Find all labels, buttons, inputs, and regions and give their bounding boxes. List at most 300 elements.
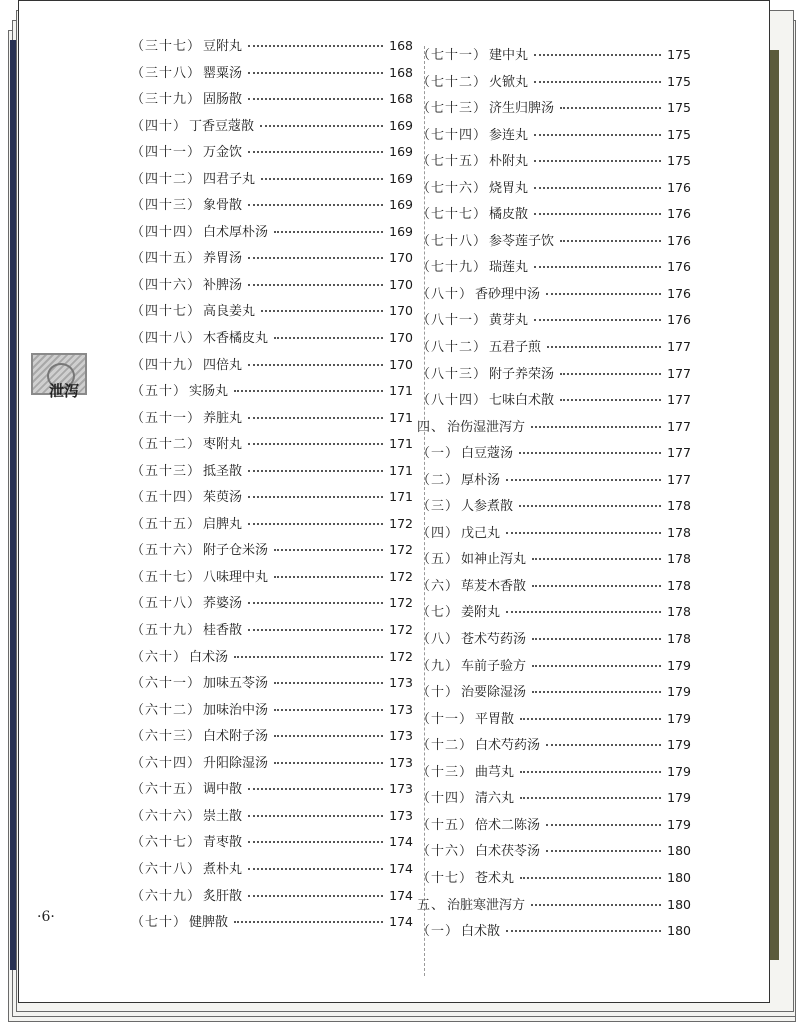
toc-entry [417, 814, 691, 841]
entry-title: 白术茯苓汤 [475, 844, 541, 860]
entry-number: （七十六） [417, 180, 488, 196]
dot-leader [519, 504, 661, 507]
entry-title: 四君子丸 [203, 171, 256, 187]
toc-entry [131, 513, 413, 540]
entry-title: 崇土散 [203, 808, 243, 824]
dot-leader [532, 664, 661, 667]
toc-entry [131, 88, 413, 115]
dot-leader [546, 292, 661, 295]
entry-number: （七十七） [417, 207, 488, 223]
entry-title: 七味白术散 [489, 393, 555, 409]
toc-entry [131, 858, 413, 885]
entry-number: （五十七） [131, 569, 202, 585]
entry-number: （八） [417, 632, 460, 648]
toc-entry [417, 230, 691, 257]
entry-page-number: 176 [667, 312, 691, 328]
entry-page-number: 176 [667, 206, 691, 222]
entry-title: 橘皮散 [489, 207, 529, 223]
entry-title: 炙肝散 [203, 888, 243, 904]
entry-page-number: 179 [667, 763, 691, 779]
entry-number: （五十三） [131, 463, 202, 479]
entry-page-number: 175 [667, 153, 691, 169]
section-side-label: 泄泻 [49, 382, 80, 400]
dot-leader [534, 80, 661, 83]
toc-entry [131, 831, 413, 858]
toc-entry [131, 725, 413, 752]
toc-entry [417, 416, 691, 443]
entry-page-number: 171 [389, 436, 413, 452]
entry-title: 曲芎丸 [475, 764, 515, 780]
page-number: ·6· [37, 909, 55, 925]
entry-title: 苍术芍药汤 [461, 632, 527, 648]
entry-number: （一） [417, 446, 460, 462]
entry-title: 参苓莲子饮 [489, 233, 555, 249]
entry-number: （十五） [417, 817, 474, 833]
toc-entry [417, 442, 691, 469]
entry-number: （三十九） [131, 92, 202, 108]
toc-entry [131, 619, 413, 646]
entry-page-number: 173 [389, 675, 413, 691]
dot-leader [274, 575, 383, 578]
toc-entry [417, 867, 691, 894]
entry-number: （七十） [131, 915, 188, 931]
toc-column-left [131, 35, 413, 938]
toc-entry [417, 708, 691, 735]
toc-entry [417, 522, 691, 549]
dot-leader [274, 708, 383, 711]
entry-number: （四十三） [131, 198, 202, 214]
entry-title: 戊己丸 [461, 525, 501, 541]
entry-number: （六十二） [131, 702, 202, 718]
entry-title: 烧胃丸 [489, 180, 529, 196]
entry-title: 建中丸 [489, 48, 529, 63]
toc-entry [131, 274, 413, 301]
entry-page-number: 176 [667, 259, 691, 275]
entry-page-number: 174 [389, 914, 413, 930]
entry-title: 四倍丸 [203, 357, 243, 373]
entry-page-number: 172 [389, 595, 413, 611]
entry-title: 荞婆汤 [203, 596, 243, 612]
entry-page-number: 171 [389, 409, 413, 425]
entry-number: （三十八） [131, 65, 202, 81]
entry-title: 煮朴丸 [203, 861, 243, 877]
entry-number: （七十五） [417, 154, 488, 170]
entry-title: 治伤湿泄泻方 [447, 419, 526, 435]
entry-number: （四十八） [131, 331, 202, 347]
entry-number: （六十） [131, 649, 188, 665]
entry-number: （六十四） [131, 755, 202, 771]
entry-number: （四十四） [131, 224, 202, 240]
entry-title: 如神止泻丸 [461, 552, 527, 568]
toc-entry [417, 761, 691, 788]
entry-title: 调中散 [203, 782, 243, 798]
toc-entry [417, 920, 691, 947]
toc-entry [131, 141, 413, 168]
entry-page-number: 169 [389, 223, 413, 239]
side-margin [19, 1, 97, 1002]
entry-title: 倍术二陈汤 [475, 817, 541, 833]
entry-page-number: 180 [667, 869, 691, 885]
entry-number: （一） [417, 924, 460, 940]
dot-leader [248, 416, 383, 419]
toc-entry [131, 407, 413, 434]
entry-number: （四十六） [131, 277, 202, 293]
toc-entry [417, 124, 691, 151]
dot-leader [248, 601, 383, 604]
entry-title: 清六丸 [475, 791, 515, 807]
entry-page-number: 171 [389, 383, 413, 399]
dot-leader [534, 212, 661, 215]
dot-leader [260, 124, 383, 127]
entry-number: （四十九） [131, 357, 202, 373]
toc-entry [417, 681, 691, 708]
toc-entry [131, 752, 413, 779]
entry-title: 养脏丸 [203, 410, 243, 426]
entry-title: 黄芽丸 [489, 313, 529, 329]
entry-number: （五十九） [131, 623, 202, 639]
entry-page-number: 180 [667, 843, 691, 859]
dot-leader [248, 840, 383, 843]
entry-title: 木香橘皮丸 [203, 331, 269, 347]
entry-title: 万金饮 [203, 145, 243, 161]
toc-entry [417, 495, 691, 522]
entry-page-number: 172 [389, 515, 413, 531]
entry-number: （八十四） [417, 393, 488, 409]
entry-number: 五、 [417, 897, 446, 913]
dot-leader [248, 44, 383, 47]
toc-entry [417, 203, 691, 230]
toc-entry [131, 354, 413, 381]
dot-leader [560, 398, 661, 401]
toc-entry [417, 840, 691, 867]
entry-title: 青枣散 [203, 835, 243, 851]
entry-page-number: 175 [667, 73, 691, 89]
entry-title: 枣附丸 [203, 437, 243, 453]
entry-title: 瑞莲丸 [489, 260, 529, 276]
entry-title: 参连丸 [489, 127, 529, 143]
entry-page-number: 175 [667, 126, 691, 142]
entry-title: 启脾丸 [203, 516, 243, 532]
entry-page-number: 173 [389, 701, 413, 717]
entry-title: 人参煮散 [461, 499, 514, 515]
entry-page-number: 179 [667, 710, 691, 726]
toc-entry [417, 575, 691, 602]
entry-page-number: 174 [389, 834, 413, 850]
entry-number: （五十） [131, 384, 188, 400]
entry-number: （二） [417, 472, 460, 488]
dot-leader [519, 451, 661, 454]
entry-number: （十二） [417, 738, 474, 754]
dot-leader [532, 584, 661, 587]
entry-title: 苍术丸 [475, 870, 515, 886]
dot-leader [506, 478, 661, 481]
dot-leader [531, 903, 661, 906]
entry-title: 升阳除湿汤 [203, 755, 269, 771]
dot-leader [506, 531, 661, 534]
toc-entry [131, 539, 413, 566]
entry-number: （三） [417, 499, 460, 515]
entry-page-number: 180 [667, 923, 691, 939]
entry-title: 罂粟汤 [203, 65, 243, 81]
dot-leader [534, 186, 661, 189]
entry-title: 补脾汤 [203, 277, 243, 293]
entry-page-number: 180 [667, 896, 691, 912]
entry-page-number: 177 [667, 445, 691, 461]
entry-number: （六十九） [131, 888, 202, 904]
dot-leader [248, 203, 383, 206]
entry-page-number: 175 [667, 47, 691, 62]
dot-leader [546, 823, 661, 826]
dot-leader [560, 239, 661, 242]
dot-leader [534, 265, 661, 268]
toc-entry [417, 363, 691, 390]
entry-number: 四、 [417, 419, 446, 435]
dot-leader [248, 150, 383, 153]
entry-number: （六十三） [131, 729, 202, 745]
dot-leader [534, 53, 661, 56]
dot-leader [520, 717, 661, 720]
entry-number: （七十四） [417, 127, 488, 143]
toc-entry [131, 62, 413, 89]
entry-title: 朴附丸 [489, 154, 529, 170]
dot-leader [274, 734, 383, 737]
entry-title: 五君子煎 [489, 340, 542, 356]
toc-entry [417, 655, 691, 682]
entry-page-number: 176 [667, 179, 691, 195]
entry-page-number: 172 [389, 622, 413, 638]
entry-page-number: 179 [667, 684, 691, 700]
dot-leader [261, 177, 383, 180]
dot-leader [248, 283, 383, 286]
dot-leader [532, 637, 661, 640]
dot-leader [234, 920, 383, 923]
entry-number: （四十五） [131, 251, 202, 267]
toc-entry [131, 300, 413, 327]
dot-leader [532, 557, 661, 560]
toc-entry [131, 460, 413, 487]
entry-title: 白术散 [461, 924, 501, 940]
entry-title: 姜附丸 [461, 605, 501, 621]
dot-leader [532, 690, 661, 693]
dot-leader [506, 610, 661, 613]
dot-leader [520, 876, 661, 879]
toc-entry [131, 115, 413, 142]
dot-leader [248, 867, 383, 870]
dot-leader [534, 318, 661, 321]
entry-title: 高良姜丸 [203, 304, 256, 320]
entry-page-number: 172 [389, 648, 413, 664]
dot-leader [534, 159, 661, 162]
entry-title: 桂香散 [203, 623, 243, 639]
toc-entry [417, 97, 691, 124]
entry-page-number: 174 [389, 887, 413, 903]
entry-page-number: 178 [667, 498, 691, 514]
entry-page-number: 177 [667, 339, 691, 355]
dot-leader [560, 106, 661, 109]
toc-entry [131, 247, 413, 274]
entry-page-number: 178 [667, 551, 691, 567]
toc-entry [131, 646, 413, 673]
entry-number: （六） [417, 578, 460, 594]
entry-number: （十） [417, 685, 460, 701]
dot-leader [248, 894, 383, 897]
toc-entry [417, 256, 691, 283]
toc-entry [417, 734, 691, 761]
entry-title: 治脏寒泄泻方 [447, 897, 526, 913]
dot-leader [534, 133, 661, 136]
toc-entry [417, 894, 691, 921]
entry-page-number: 179 [667, 790, 691, 806]
toc-entry [131, 592, 413, 619]
entry-page-number: 177 [667, 365, 691, 381]
toc-entry [131, 194, 413, 221]
toc-entry [131, 885, 413, 912]
entry-title: 车前子验方 [461, 658, 527, 674]
dot-leader [547, 345, 661, 348]
dot-leader [248, 628, 383, 631]
entry-title: 健脾散 [189, 915, 229, 931]
entry-page-number: 173 [389, 728, 413, 744]
dot-leader [274, 761, 383, 764]
entry-page-number: 176 [667, 232, 691, 248]
toc-entry [417, 389, 691, 416]
entry-page-number: 177 [667, 392, 691, 408]
entry-number: （八十） [417, 286, 474, 302]
entry-title: 附子养荣汤 [489, 366, 555, 382]
entry-title: 丁香豆蔻散 [189, 118, 255, 134]
entry-number: （六十七） [131, 835, 202, 851]
entry-page-number: 177 [667, 471, 691, 487]
entry-number: （四十一） [131, 145, 202, 161]
entry-page-number: 173 [389, 807, 413, 823]
entry-page-number: 178 [667, 577, 691, 593]
entry-page-number: 178 [667, 604, 691, 620]
entry-title: 白术厚朴汤 [203, 224, 269, 240]
entry-number: （六十六） [131, 808, 202, 824]
entry-number: （十六） [417, 844, 474, 860]
toc-entry [131, 433, 413, 460]
entry-title: 八味理中丸 [203, 569, 269, 585]
entry-page-number: 179 [667, 737, 691, 753]
entry-page-number: 176 [667, 285, 691, 301]
toc-entry [417, 44, 691, 71]
entry-number: （六十八） [131, 861, 202, 877]
dot-leader [248, 363, 383, 366]
entry-number: （三十七） [131, 39, 202, 54]
entry-page-number: 173 [389, 754, 413, 770]
dot-leader [248, 469, 383, 472]
entry-number: （八十二） [417, 340, 488, 356]
cover-edge-left [10, 40, 16, 970]
entry-title: 加味五苓汤 [203, 676, 269, 692]
entry-title: 象骨散 [203, 198, 243, 214]
entry-page-number: 178 [667, 631, 691, 647]
entry-title: 附子仓米汤 [203, 543, 269, 559]
dot-leader [274, 230, 383, 233]
entry-title: 加味治中汤 [203, 702, 269, 718]
toc-entry [417, 601, 691, 628]
dot-leader [234, 655, 383, 658]
entry-number: （九） [417, 658, 460, 674]
entry-number: （五十五） [131, 516, 202, 532]
dot-leader [248, 814, 383, 817]
toc-entry [131, 699, 413, 726]
entry-number: （五十二） [131, 437, 202, 453]
toc-entry [131, 778, 413, 805]
entry-number: （六十一） [131, 676, 202, 692]
toc-entry [417, 150, 691, 177]
entry-title: 茱萸汤 [203, 490, 243, 506]
dot-leader [531, 425, 661, 428]
entry-title: 荜茇木香散 [461, 578, 527, 594]
entry-page-number: 170 [389, 330, 413, 346]
toc-entry [131, 486, 413, 513]
entry-page-number: 179 [667, 657, 691, 673]
toc-entry [417, 469, 691, 496]
dot-leader [248, 71, 383, 74]
entry-page-number: 174 [389, 860, 413, 876]
entry-title: 白术芍药汤 [475, 738, 541, 754]
toc-entry [131, 380, 413, 407]
toc-entry [417, 336, 691, 363]
dot-leader [248, 495, 383, 498]
entry-number: （四十二） [131, 171, 202, 187]
dot-leader [546, 743, 661, 746]
entry-page-number: 177 [667, 418, 691, 434]
entry-title: 厚朴汤 [461, 472, 501, 488]
entry-number: （五） [417, 552, 460, 568]
toc-entry [131, 221, 413, 248]
entry-number: （五十四） [131, 490, 202, 506]
dot-leader [248, 256, 383, 259]
entry-page-number: 170 [389, 250, 413, 266]
toc-column-right [417, 44, 691, 947]
entry-number: （七十一） [417, 48, 488, 63]
entry-number: （十七） [417, 870, 474, 886]
entry-page-number: 170 [389, 276, 413, 292]
entry-title: 白豆蔻汤 [461, 446, 514, 462]
entry-page-number: 178 [667, 524, 691, 540]
entry-page-number: 169 [389, 197, 413, 213]
entry-page-number: 173 [389, 781, 413, 797]
dot-leader [248, 442, 383, 445]
entry-title: 养胃汤 [203, 251, 243, 267]
toc-entry [417, 283, 691, 310]
entry-page-number: 171 [389, 489, 413, 505]
dot-leader [274, 336, 383, 339]
entry-number: （十四） [417, 791, 474, 807]
dot-leader [234, 389, 383, 392]
entry-number: （七） [417, 605, 460, 621]
dot-leader [248, 787, 383, 790]
dot-leader [546, 849, 661, 852]
dot-leader [248, 97, 383, 100]
toc-entry [131, 168, 413, 195]
dot-leader [520, 770, 661, 773]
toc-entry [417, 177, 691, 204]
entry-number: （五十八） [131, 596, 202, 612]
entry-title: 白术汤 [189, 649, 229, 665]
entry-number: （五十一） [131, 410, 202, 426]
entry-title: 固肠散 [203, 92, 243, 108]
entry-number: （七十九） [417, 260, 488, 276]
entry-number: （七十二） [417, 74, 488, 90]
entry-page-number: 172 [389, 542, 413, 558]
entry-number: （八十一） [417, 313, 488, 329]
entry-number: （六十五） [131, 782, 202, 798]
toc-entry [131, 672, 413, 699]
toc-entry [417, 71, 691, 98]
